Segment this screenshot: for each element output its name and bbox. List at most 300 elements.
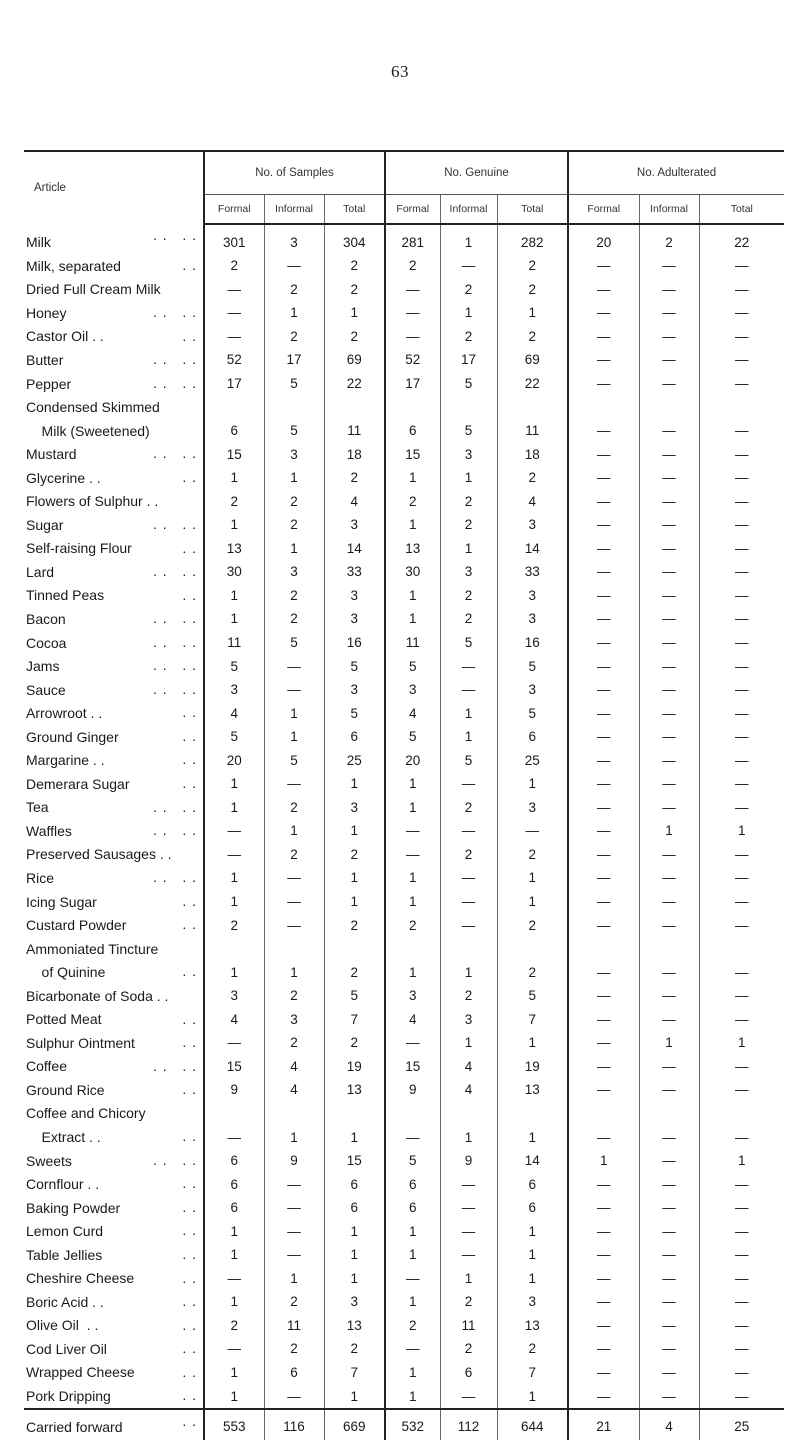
value-cell: —: [568, 748, 639, 772]
value-cell: —: [639, 1290, 699, 1314]
table-row: [24, 960, 784, 984]
value-cell: 301: [204, 224, 264, 254]
value-cell: 1: [204, 584, 264, 608]
value-cell: —: [568, 301, 639, 325]
value-cell: 13: [497, 1314, 568, 1338]
value-cell: 1: [324, 1384, 385, 1409]
total-cell: 21: [568, 1409, 639, 1440]
value-cell: 1: [699, 1031, 784, 1055]
value-cell: 9: [264, 1149, 324, 1173]
value-cell: 1: [385, 1290, 440, 1314]
article-name: Potted Meat: [26, 1011, 102, 1028]
value-cell: [204, 937, 264, 961]
article-name: Coffee: [26, 1058, 67, 1075]
value-cell: 2: [324, 960, 385, 984]
value-cell: —: [204, 819, 264, 843]
article-name-cell: [24, 984, 204, 1008]
value-cell: —: [440, 890, 497, 914]
value-cell: —: [385, 325, 440, 349]
table-row: [24, 654, 784, 678]
value-cell: 4: [385, 1008, 440, 1032]
value-cell: 2: [264, 607, 324, 631]
value-cell: —: [639, 301, 699, 325]
value-cell: —: [568, 466, 639, 490]
value-cell: 17: [264, 348, 324, 372]
value-cell: —: [699, 796, 784, 820]
value-cell: —: [699, 489, 784, 513]
value-cell: —: [639, 584, 699, 608]
value-cell: 1: [497, 301, 568, 325]
table-row: [24, 984, 784, 1008]
table-footer: [24, 1409, 784, 1440]
value-cell: —: [264, 1219, 324, 1243]
article-name: Cornflour . .: [26, 1176, 100, 1193]
table-row: [24, 1267, 784, 1291]
value-cell: —: [639, 1384, 699, 1409]
article-name-cell: [24, 819, 204, 843]
value-cell: 2: [385, 254, 440, 278]
value-cell: 3: [264, 442, 324, 466]
value-cell: —: [568, 584, 639, 608]
article-name: Butter: [26, 351, 64, 368]
article-name: Mustard: [26, 446, 77, 463]
value-cell: 6: [204, 419, 264, 443]
value-cell: —: [440, 913, 497, 937]
value-cell: —: [264, 1172, 324, 1196]
value-cell: 7: [497, 1361, 568, 1385]
value-cell: —: [699, 654, 784, 678]
article-name-cell: [24, 513, 204, 537]
value-cell: 1: [699, 1149, 784, 1173]
value-cell: 5: [204, 725, 264, 749]
value-cell: 1: [264, 466, 324, 490]
table-row: [24, 419, 784, 443]
value-cell: —: [699, 607, 784, 631]
value-cell: [568, 1102, 639, 1126]
value-cell: 1: [639, 819, 699, 843]
article-name: Boric Acid . .: [26, 1293, 104, 1310]
article-name: Waffles: [26, 822, 72, 839]
leader-dots: . .: [182, 1128, 197, 1145]
value-cell: 1: [568, 1149, 639, 1173]
value-cell: 1: [385, 1243, 440, 1267]
article-name: Pepper: [26, 375, 72, 392]
value-cell: [639, 1102, 699, 1126]
value-cell: 9: [385, 1078, 440, 1102]
value-cell: 6: [497, 1196, 568, 1220]
value-cell: 13: [324, 1078, 385, 1102]
value-cell: 3: [324, 1290, 385, 1314]
value-cell: —: [568, 1031, 639, 1055]
value-cell: —: [568, 372, 639, 396]
value-cell: 20: [204, 748, 264, 772]
table-row: [24, 325, 784, 349]
article-name: Jams: [26, 658, 60, 675]
article-name-cell: [24, 913, 204, 937]
leader-dots: . .: [182, 1222, 197, 1239]
value-cell: 1: [385, 772, 440, 796]
article-name: Cheshire Cheese: [26, 1270, 135, 1287]
leader-dots: . .: [182, 1175, 197, 1192]
value-cell: —: [639, 1196, 699, 1220]
value-cell: —: [639, 1267, 699, 1291]
value-cell: —: [440, 819, 497, 843]
value-cell: 5: [385, 725, 440, 749]
value-cell: 30: [204, 560, 264, 584]
value-cell: —: [568, 1219, 639, 1243]
table-row: [24, 748, 784, 772]
value-cell: —: [568, 984, 639, 1008]
article-name-cell: [24, 466, 204, 490]
carried-forward-label: [24, 1409, 204, 1440]
value-cell: [699, 1102, 784, 1126]
value-cell: —: [568, 1267, 639, 1291]
value-cell: 3: [204, 678, 264, 702]
value-cell: 1: [264, 301, 324, 325]
samples-total-header: Total: [324, 195, 385, 225]
article-name-cell: [24, 960, 204, 984]
value-cell: 1: [385, 584, 440, 608]
value-cell: 3: [497, 584, 568, 608]
value-cell: 1: [204, 890, 264, 914]
value-cell: —: [568, 1172, 639, 1196]
article-name-cell: [24, 278, 204, 302]
value-cell: 1: [497, 1031, 568, 1055]
value-cell: 1: [440, 537, 497, 561]
value-cell: 2: [264, 278, 324, 302]
value-cell: —: [568, 607, 639, 631]
value-cell: 14: [497, 1149, 568, 1173]
value-cell: —: [699, 631, 784, 655]
value-cell: —: [568, 513, 639, 537]
value-cell: —: [639, 537, 699, 561]
value-cell: 15: [324, 1149, 385, 1173]
table-row: [24, 890, 784, 914]
genuine-formal-header: Formal: [385, 195, 440, 225]
value-cell: [497, 937, 568, 961]
table-row: [24, 513, 784, 537]
article-name-cell: [24, 325, 204, 349]
value-cell: —: [568, 1055, 639, 1079]
value-cell: —: [699, 1290, 784, 1314]
value-cell: 2: [204, 489, 264, 513]
table-row: [24, 1314, 784, 1338]
value-cell: 1: [324, 1125, 385, 1149]
value-cell: —: [639, 960, 699, 984]
article-name: Extract . .: [26, 1129, 101, 1145]
table-row: [24, 1031, 784, 1055]
value-cell: —: [568, 419, 639, 443]
value-cell: —: [699, 1125, 784, 1149]
article-name-cell: [24, 348, 204, 372]
article-name: Demerara Sugar: [26, 775, 130, 792]
value-cell: [568, 937, 639, 961]
value-cell: —: [204, 843, 264, 867]
value-cell: 1: [440, 1267, 497, 1291]
article-name-cell: [24, 1384, 204, 1409]
article-name-cell: [24, 1314, 204, 1338]
value-cell: 2: [497, 466, 568, 490]
value-cell: 1: [385, 1361, 440, 1385]
value-cell: —: [639, 560, 699, 584]
value-cell: 13: [324, 1314, 385, 1338]
article-name: Flowers of Sulphur . .: [26, 493, 159, 510]
value-cell: —: [699, 960, 784, 984]
article-name-cell: [24, 678, 204, 702]
article-name-cell: [24, 701, 204, 725]
value-cell: 2: [204, 913, 264, 937]
value-cell: —: [699, 1172, 784, 1196]
article-name: Ammoniated Tincture: [26, 940, 159, 957]
value-cell: 2: [324, 325, 385, 349]
article-name-cell: [24, 631, 204, 655]
value-cell: 1: [204, 772, 264, 796]
value-cell: 15: [385, 442, 440, 466]
value-cell: 5: [385, 1149, 440, 1173]
value-cell: —: [264, 1384, 324, 1409]
value-cell: 6: [497, 725, 568, 749]
value-cell: 2: [385, 913, 440, 937]
article-name: Table Jellies: [26, 1246, 103, 1263]
value-cell: —: [639, 1055, 699, 1079]
value-cell: [639, 937, 699, 961]
value-cell: —: [699, 1219, 784, 1243]
value-cell: 3: [497, 1290, 568, 1314]
table-row: [24, 301, 784, 325]
value-cell: 2: [324, 254, 385, 278]
table-row: [24, 866, 784, 890]
value-cell: 1: [204, 1243, 264, 1267]
value-cell: 5: [264, 631, 324, 655]
value-cell: —: [639, 1337, 699, 1361]
value-cell: 5: [264, 372, 324, 396]
value-cell: 4: [385, 701, 440, 725]
article-name: Lard: [26, 563, 55, 580]
value-cell: 1: [440, 466, 497, 490]
value-cell: 2: [639, 224, 699, 254]
article-name: Lemon Curd: [26, 1223, 104, 1240]
value-cell: —: [568, 631, 639, 655]
samples-group-header: No. of Samples: [204, 151, 385, 195]
value-cell: 6: [324, 1172, 385, 1196]
total-cell: 116: [264, 1409, 324, 1440]
total-cell: 644: [497, 1409, 568, 1440]
table-row: [24, 348, 784, 372]
article-name: Coffee and Chicory: [26, 1105, 146, 1122]
article-name: Pork Dripping: [26, 1388, 111, 1405]
value-cell: 30: [385, 560, 440, 584]
value-cell: —: [568, 701, 639, 725]
leader-dots: . .: [182, 1010, 197, 1027]
table-row: [24, 254, 784, 278]
value-cell: —: [699, 348, 784, 372]
value-cell: 52: [204, 348, 264, 372]
value-cell: —: [639, 796, 699, 820]
article-name-cell: [24, 224, 204, 254]
table-row: [24, 1290, 784, 1314]
value-cell: —: [639, 984, 699, 1008]
leader-dots: . .: [182, 1340, 197, 1357]
value-cell: —: [385, 1267, 440, 1291]
table-row: [24, 1149, 784, 1173]
table-row: [24, 1243, 784, 1267]
leader-dots: . . . .: [152, 822, 197, 839]
value-cell: —: [699, 866, 784, 890]
leader-dots: . . . .: [152, 351, 197, 368]
value-cell: 3: [497, 607, 568, 631]
value-cell: 9: [440, 1149, 497, 1173]
table-row: [24, 1172, 784, 1196]
article-name-cell: [24, 866, 204, 890]
value-cell: [497, 395, 568, 419]
value-cell: —: [639, 866, 699, 890]
total-cell: 4: [639, 1409, 699, 1440]
value-cell: —: [699, 1337, 784, 1361]
value-cell: 2: [264, 584, 324, 608]
value-cell: 1: [385, 513, 440, 537]
value-cell: 2: [324, 466, 385, 490]
value-cell: —: [699, 254, 784, 278]
value-cell: —: [639, 254, 699, 278]
value-cell: 1: [324, 819, 385, 843]
value-cell: 3: [440, 1008, 497, 1032]
value-cell: —: [699, 325, 784, 349]
value-cell: 1: [497, 890, 568, 914]
value-cell: —: [497, 819, 568, 843]
value-cell: 2: [324, 278, 385, 302]
table-row: [24, 489, 784, 513]
article-name-cell: [24, 1125, 204, 1149]
adulterated-informal-header: Informal: [639, 195, 699, 225]
value-cell: 1: [324, 1219, 385, 1243]
value-cell: [440, 937, 497, 961]
value-cell: —: [699, 1008, 784, 1032]
value-cell: 2: [440, 796, 497, 820]
value-cell: 5: [264, 748, 324, 772]
article-name-cell: [24, 1078, 204, 1102]
value-cell: 1: [385, 866, 440, 890]
value-cell: 11: [440, 1314, 497, 1338]
leader-dots: . . . .: [152, 374, 197, 391]
value-cell: —: [699, 419, 784, 443]
samples-formal-header: Formal: [204, 195, 264, 225]
value-cell: —: [699, 678, 784, 702]
value-cell: 3: [264, 560, 324, 584]
value-cell: —: [568, 1078, 639, 1102]
value-cell: 5: [440, 631, 497, 655]
value-cell: 2: [264, 513, 324, 537]
value-cell: 1: [639, 1031, 699, 1055]
value-cell: 2: [440, 1290, 497, 1314]
value-cell: —: [699, 372, 784, 396]
table-row: [24, 395, 784, 419]
article-name-cell: [24, 1337, 204, 1361]
value-cell: —: [639, 678, 699, 702]
value-cell: —: [568, 1314, 639, 1338]
value-cell: 69: [497, 348, 568, 372]
leader-dots: . .: [182, 1412, 197, 1429]
value-cell: —: [699, 537, 784, 561]
leader-dots: . .: [182, 1245, 197, 1262]
leader-dots: . .: [182, 963, 197, 980]
value-cell: —: [639, 1172, 699, 1196]
value-cell: 1: [204, 1384, 264, 1409]
article-name: Sulphur Ointment: [26, 1034, 135, 1051]
value-cell: 1: [204, 513, 264, 537]
value-cell: —: [264, 913, 324, 937]
value-cell: 7: [497, 1008, 568, 1032]
value-cell: —: [639, 890, 699, 914]
value-cell: —: [568, 1337, 639, 1361]
total-cell: 553: [204, 1409, 264, 1440]
value-cell: —: [699, 725, 784, 749]
value-cell: 2: [497, 913, 568, 937]
value-cell: 33: [324, 560, 385, 584]
leader-dots: . .: [182, 727, 197, 744]
value-cell: —: [385, 1125, 440, 1149]
value-cell: 5: [440, 748, 497, 772]
value-cell: [324, 395, 385, 419]
value-cell: —: [440, 654, 497, 678]
value-cell: [385, 1102, 440, 1126]
value-cell: 3: [324, 513, 385, 537]
value-cell: —: [699, 748, 784, 772]
value-cell: 1: [497, 1384, 568, 1409]
value-cell: —: [639, 513, 699, 537]
leader-dots: . .: [182, 892, 197, 909]
value-cell: 1: [204, 607, 264, 631]
value-cell: 2: [264, 843, 324, 867]
article-name: Castor Oil . .: [26, 328, 104, 345]
value-cell: [385, 937, 440, 961]
value-cell: 6: [385, 1196, 440, 1220]
value-cell: [264, 1102, 324, 1126]
article-name-cell: [24, 419, 204, 443]
leader-dots: . .: [182, 775, 197, 792]
value-cell: 1: [699, 819, 784, 843]
value-cell: —: [699, 442, 784, 466]
value-cell: —: [264, 1196, 324, 1220]
carried-forward-row: [24, 1409, 784, 1440]
value-cell: 2: [385, 1314, 440, 1338]
value-cell: 5: [440, 372, 497, 396]
value-cell: 2: [264, 489, 324, 513]
value-cell: —: [639, 1125, 699, 1149]
value-cell: 11: [204, 631, 264, 655]
table-row: [24, 584, 784, 608]
leader-dots: . .: [182, 1293, 197, 1310]
value-cell: —: [639, 607, 699, 631]
value-cell: 7: [324, 1361, 385, 1385]
value-cell: 2: [497, 1337, 568, 1361]
table-row: [24, 678, 784, 702]
value-cell: 2: [324, 1337, 385, 1361]
leader-dots: . .: [182, 1316, 197, 1333]
value-cell: —: [639, 1243, 699, 1267]
value-cell: 20: [385, 748, 440, 772]
table-row: [24, 607, 784, 631]
value-cell: —: [204, 1125, 264, 1149]
value-cell: 2: [497, 960, 568, 984]
value-cell: —: [385, 819, 440, 843]
value-cell: 5: [264, 419, 324, 443]
value-cell: —: [699, 701, 784, 725]
table-row: [24, 372, 784, 396]
value-cell: —: [568, 890, 639, 914]
table-row: [24, 725, 784, 749]
article-name: Ground Ginger: [26, 728, 119, 745]
table-row: [24, 772, 784, 796]
